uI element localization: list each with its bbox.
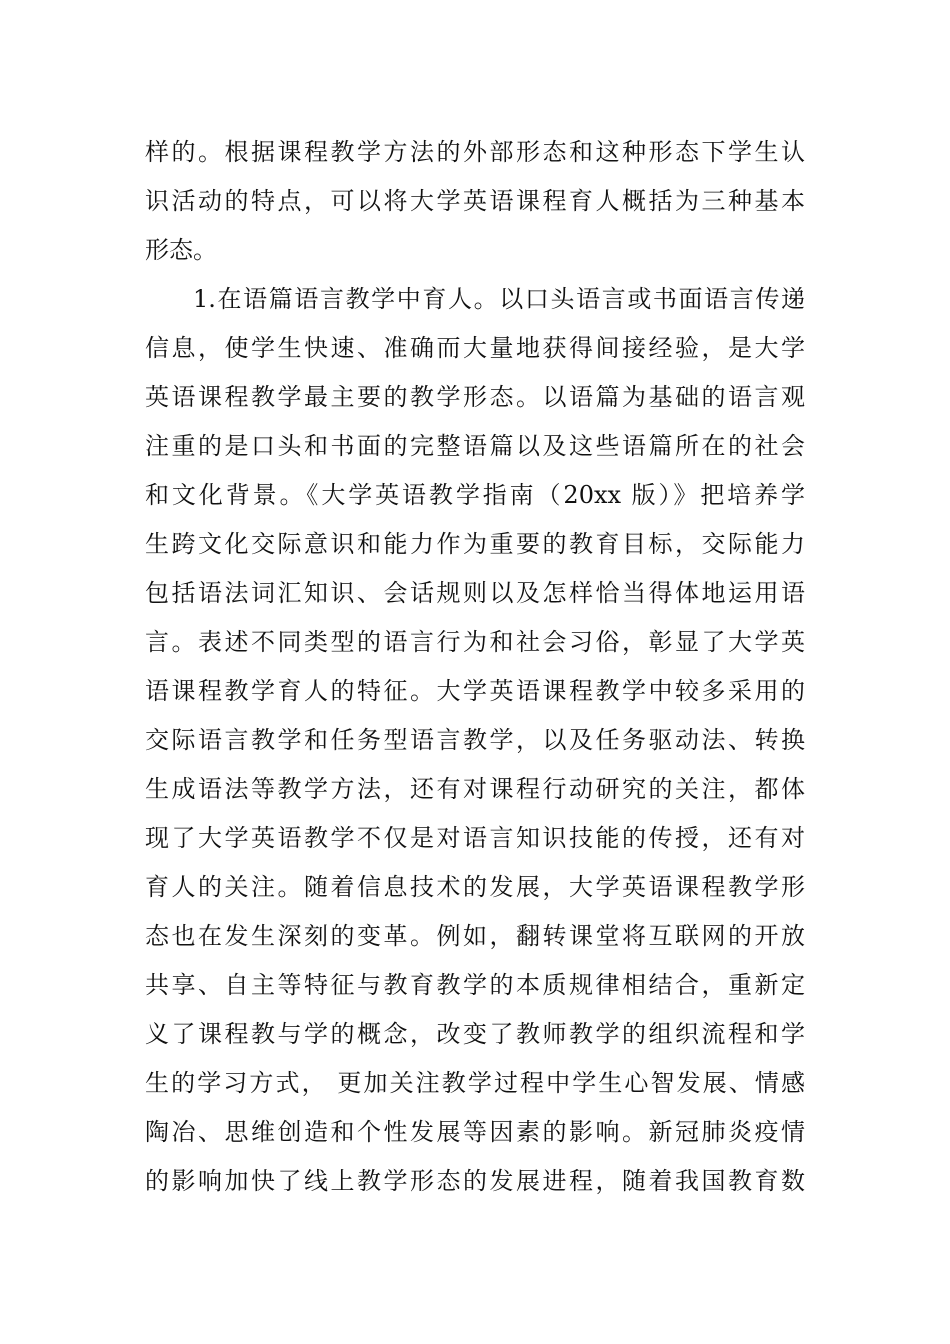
- text-line: 生成语法等教学方法，还有对课程行动研究的关注，都体: [145, 775, 805, 803]
- text-line: 和文化背景。《大学英语教学指南（20xx 版）》把培养学: [145, 481, 805, 509]
- text-line: 英语课程教学最主要的教学形态。以语篇为基础的语言观: [145, 383, 805, 411]
- text-line: 育人的关注。随着信息技术的发展，大学英语课程教学形: [145, 873, 805, 901]
- text-line: 语课程教学育人的特征。大学英语课程教学中较多采用的: [145, 677, 805, 705]
- text-line: 生跨文化交际意识和能力作为重要的教育目标，交际能力: [145, 530, 805, 558]
- body-text: [145, 128, 805, 1206]
- text-line: 交际语言教学和任务型语言教学，以及任务驱动法、转换: [145, 726, 805, 754]
- text-line: 义了课程教与学的概念，改变了教师教学的组织流程和学: [145, 1020, 805, 1048]
- text-line: 注重的是口头和书面的完整语篇以及这些语篇所在的社会: [145, 432, 805, 460]
- text-line: 形态。: [145, 236, 217, 264]
- text-line: 共享、自主等特征与教育教学的本质规律相结合，重新定: [145, 971, 805, 999]
- text-line: 的影响加快了线上教学形态的发展进程，随着我国教育数: [145, 1167, 805, 1195]
- text-line: 识活动的特点，可以将大学英语课程育人概括为三种基本: [145, 187, 805, 215]
- text-line: 包括语法词汇知识、会话规则以及怎样恰当得体地运用语: [145, 579, 805, 607]
- text-line: 样的。根据课程教学方法的外部形态和这种形态下学生认: [145, 138, 805, 166]
- text-line: 1.在语篇语言教学中育人。以口头语言或书面语言传递: [193, 285, 805, 313]
- text-line: 陶冶、思维创造和个性发展等因素的影响。新冠肺炎疫情: [145, 1118, 805, 1146]
- text-line: 生的学习方式， 更加关注教学过程中学生心智发展、情感: [145, 1069, 805, 1097]
- text-line: 言。表述不同类型的语言行为和社会习俗，彰显了大学英: [145, 628, 805, 656]
- text-line: 信息，使学生快速、准确而大量地获得间接经验，是大学: [145, 334, 805, 362]
- text-line: 态也在发生深刻的变革。例如，翻转课堂将互联网的开放: [145, 922, 805, 950]
- text-line: 现了大学英语教学不仅是对语言知识技能的传授，还有对: [145, 824, 805, 852]
